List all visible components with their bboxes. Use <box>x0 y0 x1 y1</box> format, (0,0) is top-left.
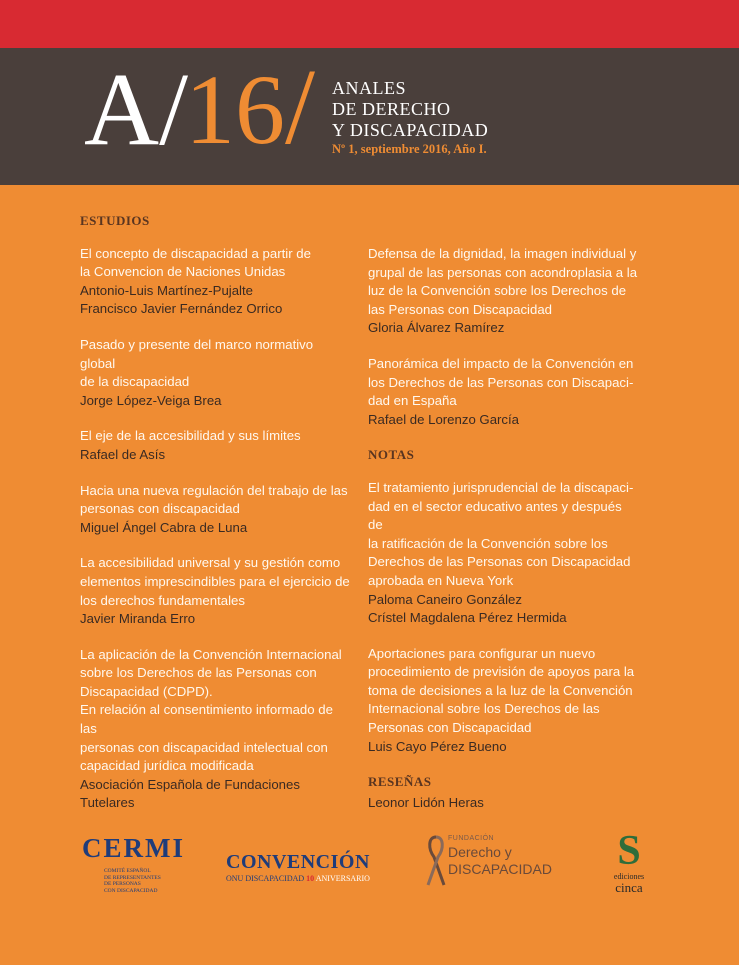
article-entry <box>80 427 350 464</box>
left-column <box>80 212 350 830</box>
article-author: Tutelares <box>80 795 135 811</box>
article-title-line: toma de decisiones a la luz de la Convención <box>368 682 633 698</box>
article-title-line: personas con discapacidad intelectual con <box>80 739 328 755</box>
article-title-line: sobre los Derechos de las Personas con <box>80 665 317 681</box>
right-column <box>368 245 638 829</box>
article-author: Jorge López-Veiga Brea <box>80 392 222 408</box>
article-title-line: dad en España <box>368 393 457 409</box>
article-entry <box>80 482 350 538</box>
article-title-line: Internacional sobre los Derechos de las <box>368 701 600 717</box>
article-title-line: La accesibilidad universal y su gestión como <box>80 555 341 571</box>
article-entry <box>368 355 638 429</box>
article-entry <box>80 554 350 628</box>
right-entries <box>368 245 638 429</box>
issue-info: Nº 1, septiembre 2016, Año I. <box>332 142 487 156</box>
article-entry <box>368 245 638 338</box>
article-author: Javier Miranda Erro <box>80 611 196 627</box>
article-title-line: capacidad jurídica modificada <box>80 758 254 774</box>
article-entry <box>368 479 638 628</box>
article-entry <box>80 646 350 813</box>
title-line: Y DISCAPACIDAD <box>332 120 489 140</box>
article-title-line: Hacia una nueva regulación del trabajo de las <box>80 482 348 498</box>
article-title-line: Defensa de la dignidad, la imagen individual y <box>368 246 637 261</box>
section-notas: NOTAS <box>368 447 415 463</box>
article-author: Asociación Española de Fundaciones <box>80 776 300 792</box>
title-line: DE DERECHO <box>332 99 451 119</box>
article-author: Francisco Javier Fernández Orrico <box>80 301 283 317</box>
article-title-line: grupal de las personas con acondroplasia a la <box>368 264 638 280</box>
title-line: ANALES <box>332 78 406 98</box>
article-author: Crístel Magdalena Pérez Hermida <box>368 610 567 626</box>
resenas-entries <box>368 794 638 813</box>
article-title-line: luz de la Convención sobre los Derechos de <box>368 283 627 299</box>
left-entries <box>80 245 350 813</box>
logo-a: A/ <box>84 52 188 167</box>
fundacion-line1: Derecho y <box>448 844 512 860</box>
cinca-mark: S <box>617 828 641 874</box>
fundacion-label: FUNDACIÓN <box>448 835 495 842</box>
cermi-subtitle <box>104 868 192 894</box>
article-title-line: la ratificación de la Convención sobre los <box>368 535 608 551</box>
article-title-line: la Convencion de Naciones Unidas <box>80 264 286 280</box>
article-author: Miguel Ángel Cabra de Luna <box>80 519 248 535</box>
cinca-line1: ediciones <box>613 872 645 881</box>
article-title-line: En relación al consentimiento informado de las <box>80 702 333 737</box>
cermi-sub-line: COMITÉ ESPAÑOL <box>104 868 151 874</box>
article-entry <box>80 245 350 319</box>
cinca-line2: cinca <box>615 880 643 895</box>
section-estudios: ESTUDIOS <box>80 213 150 228</box>
convencion-sub-left: ONU DISCAPACIDAD <box>226 874 305 883</box>
article-author: Rafael de Lorenzo García <box>368 411 520 427</box>
article-author: Rafael de Asís <box>80 446 166 462</box>
article-title-line: elementos imprescindibles para el ejercicio de <box>80 573 350 589</box>
article-title-line: aprobada en Nueva York <box>368 572 514 588</box>
article-author: Paloma Caneiro González <box>368 591 522 607</box>
article-title-line: procedimiento de previsión de apoyos para la <box>368 664 635 680</box>
article-title-line: La aplicación de la Convención Internacional <box>80 646 342 662</box>
article-title-line: Discapacidad (CDPD). <box>80 683 213 699</box>
article-title-line: Aportaciones para configurar un nuevo <box>368 645 596 661</box>
article-title-line: los derechos fundamentales <box>80 592 245 608</box>
article-title-line: de la discapacidad <box>80 374 190 390</box>
notas-entries <box>368 479 638 756</box>
article-title-line: Derechos de las Personas con Discapacidad <box>368 554 631 570</box>
article-title-line: El eje de la accesibilidad y sus límites <box>80 428 301 444</box>
cermi-sub-line: DE REPRESENTANTES <box>104 874 161 881</box>
article-title-line: Personas con Discapacidad <box>368 720 532 736</box>
journal-title <box>332 78 488 141</box>
logo-issue-number: 16 <box>185 54 285 165</box>
article-author: Luis Cayo Pérez Bueno <box>368 738 507 754</box>
article-title-line: las Personas con Discapacidad <box>368 301 552 317</box>
article-title-line: personas con discapacidad <box>80 501 240 517</box>
cermi-sub-line: CON DISCAPACIDAD <box>104 887 158 894</box>
cermi-sub-line: DE PERSONAS <box>104 881 141 887</box>
article-author: Leonor Lidón Heras <box>368 794 484 810</box>
article-title-line: El concepto de discapacidad a partir de <box>80 245 311 261</box>
convencion-wordmark: CONVENCIÓN <box>226 851 370 873</box>
article-title-line: Pasado y presente del marco normativo global <box>80 336 314 371</box>
section-resenas: RESEÑAS <box>368 774 432 790</box>
top-red-band <box>0 0 739 48</box>
article-entry <box>368 645 638 757</box>
cinca-logo <box>604 830 654 894</box>
article-title-line: El tratamiento jurisprudencial de la discapaci- <box>368 479 634 495</box>
fundacion-logo <box>424 833 564 893</box>
cermi-wordmark: CERMI <box>82 833 185 863</box>
convencion-subtitle <box>226 874 370 883</box>
article-author: Antonio-Luis Martínez-Pujalte <box>80 282 253 298</box>
article-title-line: Panorámica del impacto de la Convención en <box>368 355 634 371</box>
cermi-logo <box>82 833 192 894</box>
convencion-sub-num: 10 <box>306 874 315 883</box>
article-entry <box>368 794 638 813</box>
convencion-logo <box>226 851 370 883</box>
convencion-sub-right: ANIVERSARIO <box>315 874 370 883</box>
ribbon-icon <box>424 833 448 891</box>
article-author: Gloria Álvarez Ramírez <box>368 320 505 336</box>
article-entry <box>80 336 350 410</box>
article-title-line: dad en el sector educativo antes y después de <box>368 498 622 533</box>
logo-slash: / <box>285 48 316 167</box>
article-title-line: los Derechos de las Personas con Discapaci- <box>368 374 634 390</box>
fundacion-line2: DISCAPACIDAD <box>448 861 552 877</box>
